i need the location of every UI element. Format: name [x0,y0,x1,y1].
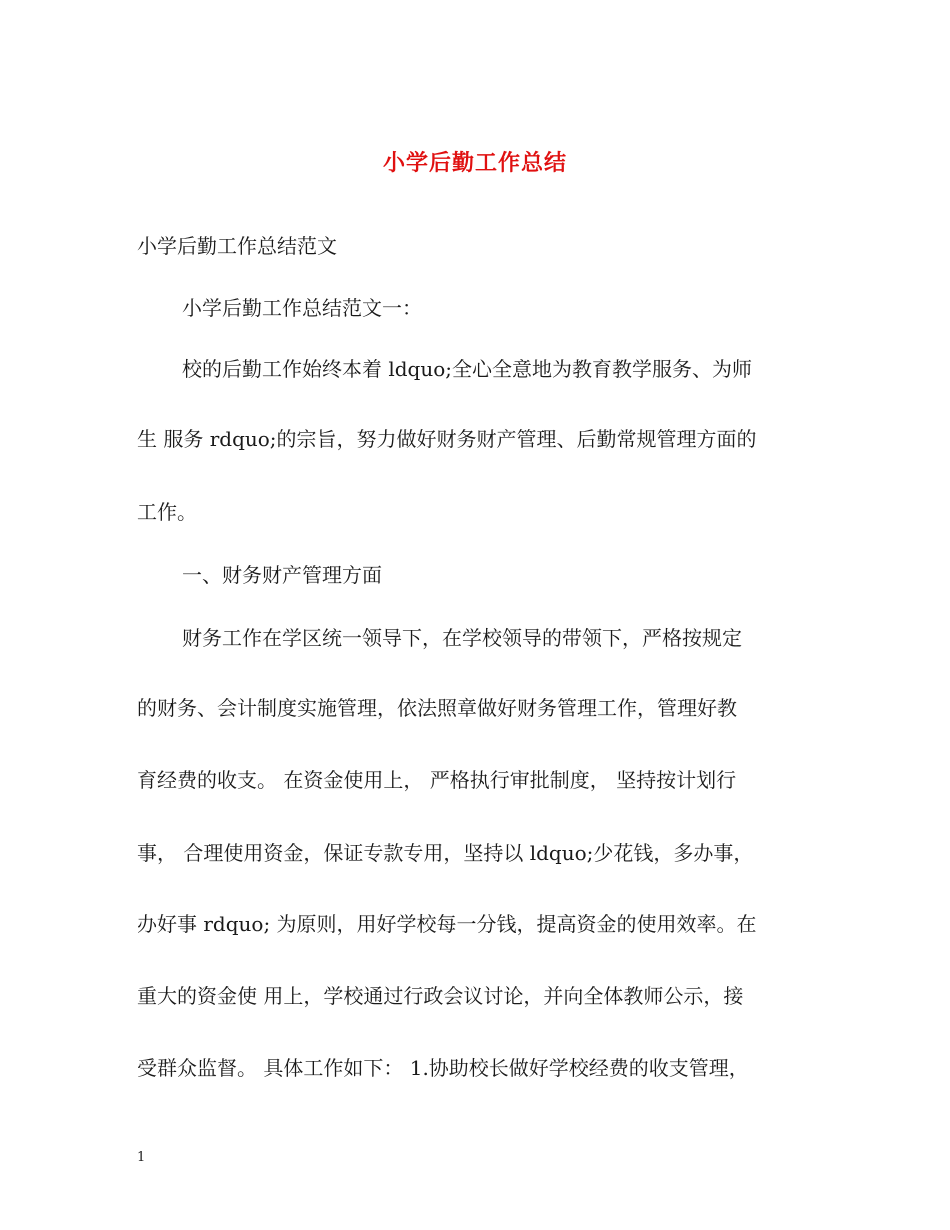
section-heading: 一、财务财产管理方面 [182,563,382,587]
paragraph-line: 校的后勤工作始终本着 ldquo;全心全意地为教育教学服务、为师 [182,357,753,381]
section-heading: 小学后勤工作总结范文 [137,234,337,258]
paragraph-line: 生 服务 rdquo;的宗旨，努力做好财务财产管理、后勤常规管理方面的 [137,427,757,451]
paragraph-line: 受群众监督。 具体工作如下： 1.协助校长做好学校经费的收支管理， [137,1056,749,1080]
paragraph-line: 财务工作在学区统一领导下，在学校领导的带领下，严格按规定 [182,626,742,650]
paragraph-line: 育经费的收支。 在资金使用上， 严格执行审批制度， 坚持按计划行 [137,768,737,792]
paragraph-line: 重大的资金使 用上，学校通过行政会议讨论，并向全体教师公示，接 [137,984,744,1008]
paragraph-line: 办好事 rdquo; 为原则，用好学校每一分钱，提高资金的使用效率。在 [137,912,757,936]
paragraph-line: 工作。 [137,500,197,524]
document-title: 小学后勤工作总结 [382,151,567,176]
paragraph-line: 事， 合理使用资金，保证专款专用，坚持以 ldquo;少花钱，多办事， [137,841,754,865]
paragraph-line: 的财务、会计制度实施管理，依法照章做好财务管理工作，管理好教 [137,696,737,720]
subsection-heading: 小学后勤工作总结范文一： [182,296,422,320]
page-number: 1 [137,1150,146,1165]
